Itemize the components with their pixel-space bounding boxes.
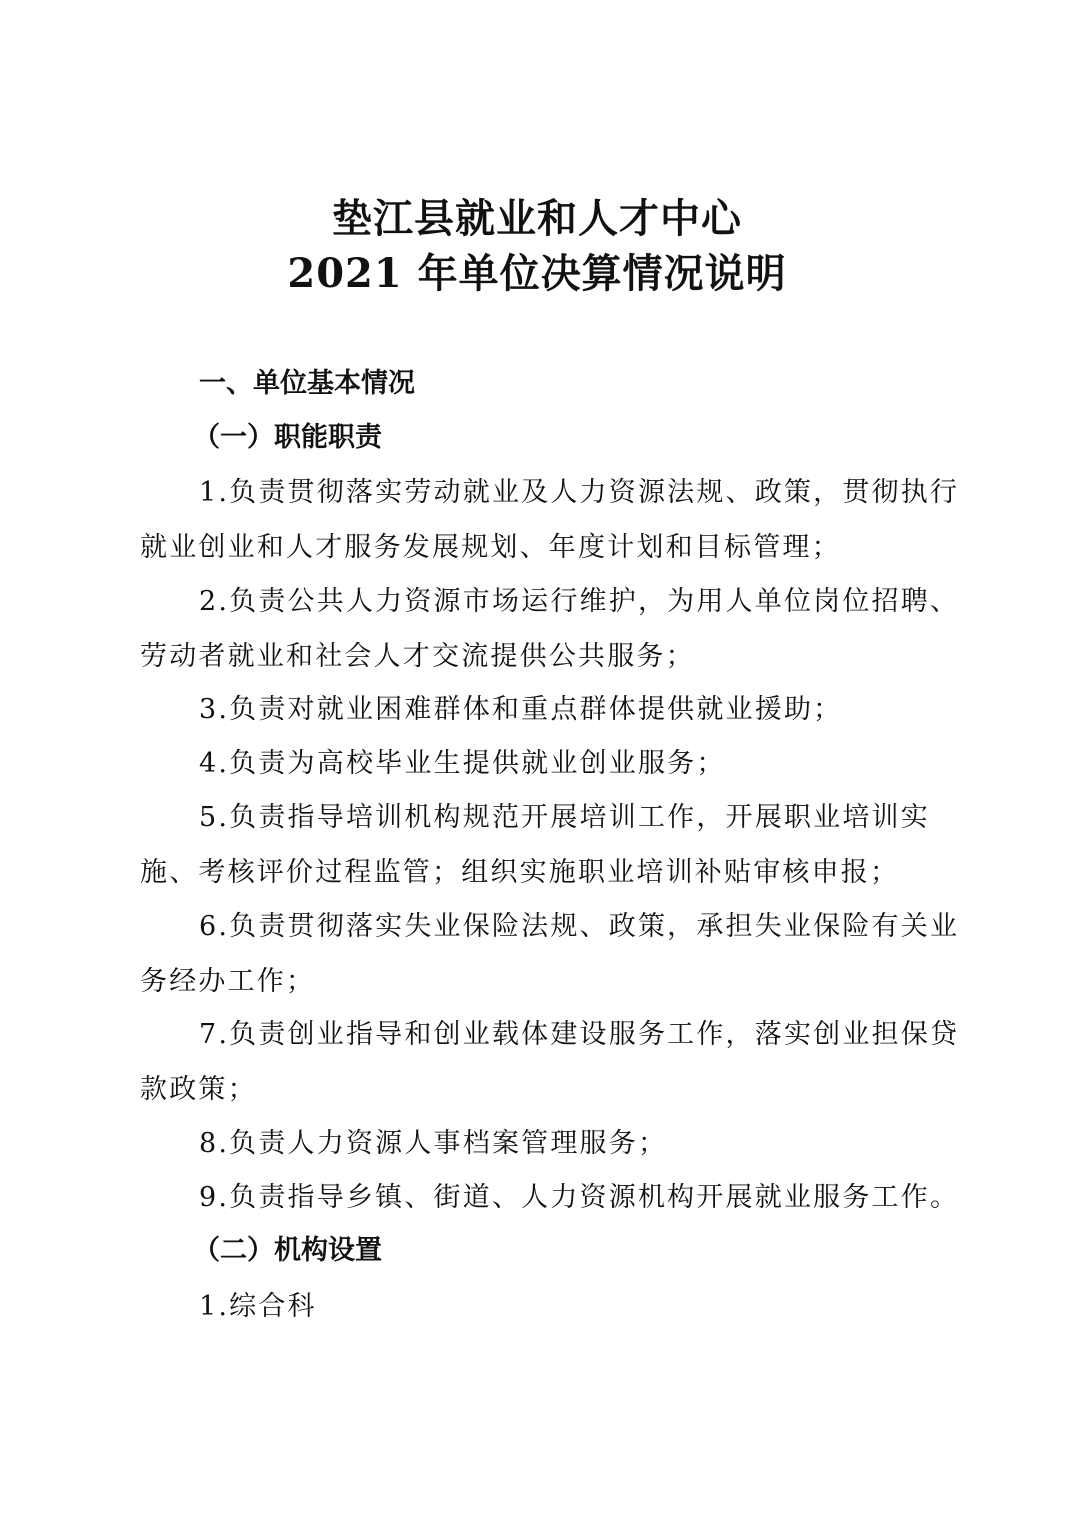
paragraph-line: 就业创业和人才服务发展规划、年度计划和目标管理； xyxy=(140,532,841,563)
paragraph-line: 9.负责指导乡镇、街道、人力资源机构开展就业服务工作。 xyxy=(199,1182,960,1213)
subsection-heading-functions: （一）职能职责 xyxy=(193,422,382,453)
paragraph-line: 3.负责对就业困难群体和重点群体提供就业援助； xyxy=(199,694,843,725)
paragraph-line: 8.负责人力资源人事档案管理服务； xyxy=(199,1128,668,1159)
paragraph-line: 劳动者就业和社会人才交流提供公共服务； xyxy=(140,641,695,672)
section-heading-basic-info: 一、单位基本情况 xyxy=(199,368,415,399)
document-title-line2: 2021 年单位决算情况说明 xyxy=(287,250,787,297)
subsection-heading-organization: （二）机构设置 xyxy=(193,1235,382,1266)
paragraph-line: 务经办工作； xyxy=(140,966,316,997)
document-title-line1: 垫江县就业和人才中心 xyxy=(332,195,742,242)
paragraph-line: 4.负责为高校毕业生提供就业创业服务； xyxy=(199,748,726,779)
paragraph-line: 1.综合科 xyxy=(199,1291,317,1322)
paragraph-line: 施、考核评价过程监管；组织实施职业培训补贴审核申报； xyxy=(140,857,900,888)
paragraph-line: 1.负责贯彻落实劳动就业及人力资源法规、政策，贯彻执行 xyxy=(199,477,960,508)
paragraph-line: 款政策； xyxy=(140,1074,257,1105)
paragraph-line: 2.负责公共人力资源市场运行维护，为用人单位岗位招聘、 xyxy=(199,586,960,617)
paragraph-line: 6.负责贯彻落实失业保险法规、政策，承担失业保险有关业 xyxy=(199,911,960,942)
paragraph-line: 5.负责指导培训机构规范开展培训工作，开展职业培训实 xyxy=(199,802,930,833)
paragraph-line: 7.负责创业指导和创业载体建设服务工作，落实创业担保贷 xyxy=(199,1019,960,1050)
